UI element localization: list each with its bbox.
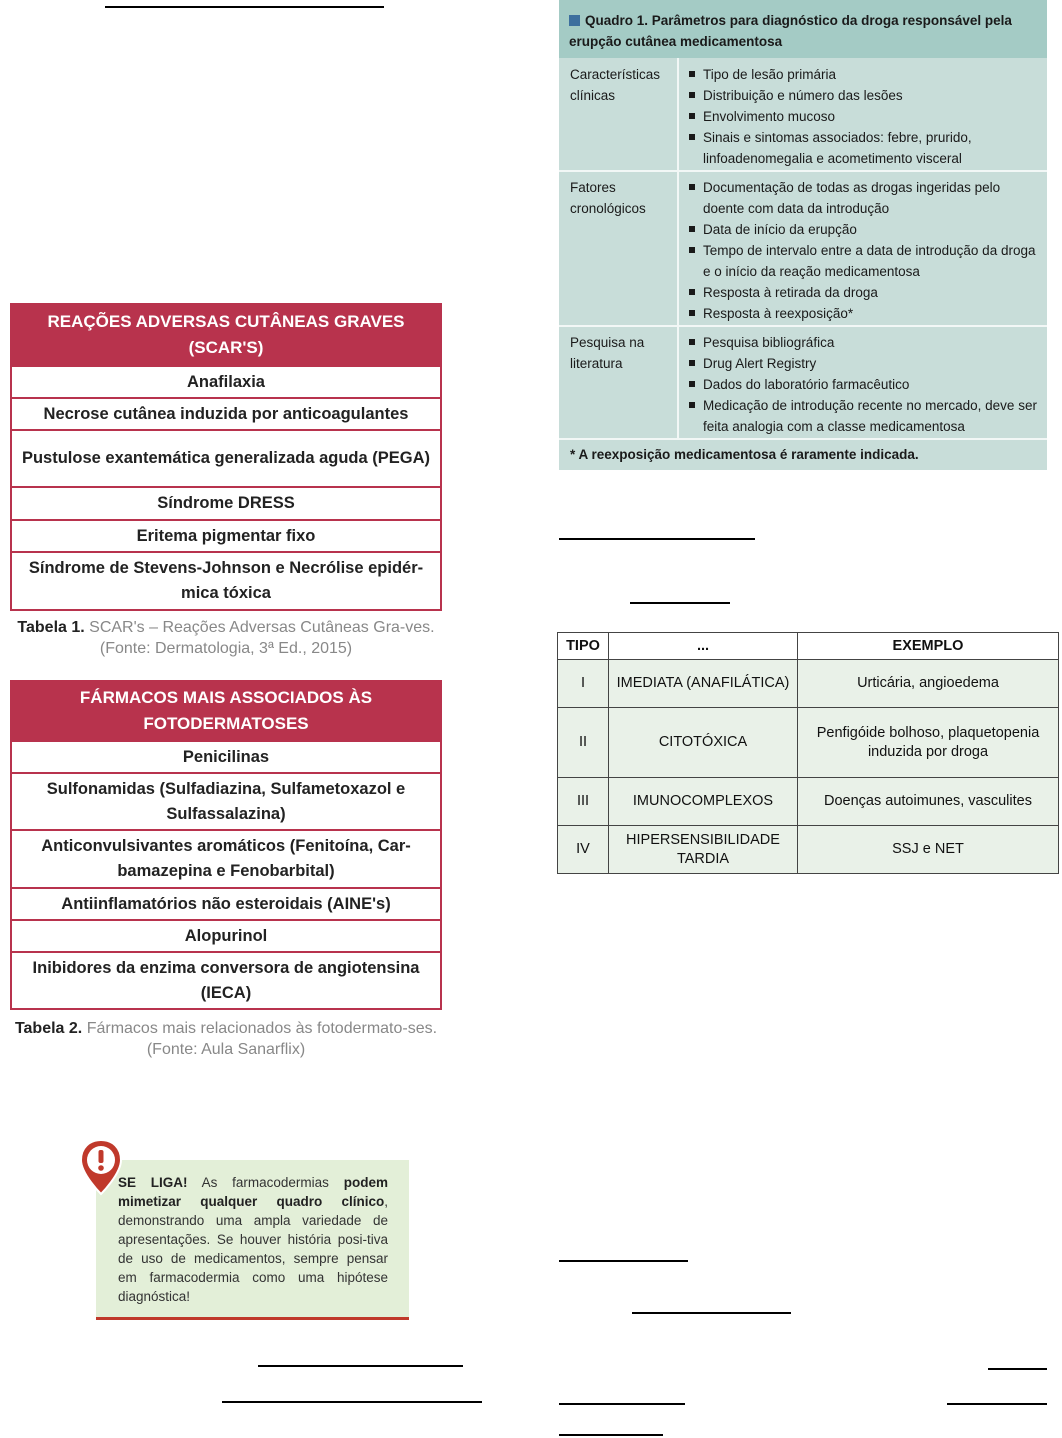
se-liga-bold: podem mimetizar qualquer quadro clínico [118, 1175, 388, 1209]
redacted-underline [630, 602, 730, 604]
table-row [558, 826, 1059, 874]
se-liga-box [96, 1160, 409, 1320]
quadro-section-label: Pesquisa na literatura [570, 335, 645, 371]
redacted-underline [559, 1260, 688, 1262]
column-divider [677, 58, 679, 438]
list-item: Documentação de todas as drogas ingeridas pelo doente com data da introdução [687, 177, 1039, 219]
quadro-title [569, 10, 1039, 52]
list-item: Pesquisa bibliográfica [687, 332, 1039, 353]
foto-table-row: Sulfonamidas (Sulfadiazina, Sulfametoxazol e Sulfassalazina) [12, 772, 440, 829]
caption-label: Tabela 2. [14, 1020, 83, 1037]
table-header-row [558, 633, 1059, 660]
table-row [558, 778, 1059, 826]
redacted-underline [988, 1368, 1047, 1370]
scar-table-row: Necrose cutânea induzida por anticoagulantes [12, 397, 440, 429]
redacted-underline [222, 1401, 482, 1403]
table-cell-mecanismo: CITOTÓXICA [609, 708, 798, 778]
list-item: Resposta à reexposição* [687, 303, 1039, 324]
quadro-section-label: Fatores cronológicos [570, 180, 646, 216]
table-cell-exemplo: Penfigóide bolhoso, plaquetopenia induzida por droga [798, 708, 1059, 778]
list-item: Distribuição e número das lesões [687, 85, 1039, 106]
se-liga-text [118, 1173, 388, 1306]
quadro-section-list [687, 332, 1039, 437]
caption-text: Fármacos mais relacionados às fotodermato-ses. (Fonte: Aula Sanarflix) [86, 1020, 438, 1058]
table-cell-mecanismo: HIPERSENSIBILIDADE TARDIA [609, 826, 798, 874]
redacted-underline [559, 1434, 663, 1436]
table-cell-exemplo: Doenças autoimunes, vasculites [798, 778, 1059, 826]
row-divider [559, 325, 1047, 327]
se-liga-label: SE LIGA! [118, 1175, 188, 1190]
foto-table [10, 680, 442, 1010]
table-cell-mecanismo: IMUNOCOMPLEXOS [609, 778, 798, 826]
quadro-footnote: * A reexposição medicamentosa é raramente indicada. [570, 447, 919, 462]
redacted-underline [632, 1312, 791, 1314]
foto-table-caption [10, 1018, 442, 1060]
table-cell-tipo: I [558, 660, 609, 708]
hypersensitivity-table [557, 632, 1059, 874]
table-cell-exemplo: Urticária, angioedema [798, 660, 1059, 708]
redacted-underline [559, 1403, 685, 1405]
scar-table-row: Anafilaxia [12, 365, 440, 397]
quadro-section-label: Características clínicas [570, 67, 661, 103]
scar-table-caption [10, 617, 442, 659]
square-bullet-icon [569, 15, 580, 26]
list-item: Dados do laboratório farmacêutico [687, 374, 1039, 395]
quadro-1 [559, 0, 1047, 470]
exclamation-pin-icon [78, 1138, 124, 1198]
table-row [558, 708, 1059, 778]
foto-table-row: Antiinflamatórios não esteroidais (AINE's) [12, 887, 440, 919]
foto-table-row: Alopurinol [12, 919, 440, 951]
caption-text: SCAR's – Reações Adversas Cutâneas Gra-ves. (Fonte: Dermatologia, 3ª Ed., 2015) [89, 619, 435, 657]
row-divider [559, 438, 1047, 440]
list-item: Tempo de intervalo entre a data de introdução da droga e o início da reação medicamentosa [687, 240, 1039, 282]
list-item: Resposta à retirada da droga [687, 282, 1039, 303]
table-row [558, 660, 1059, 708]
scar-table-row: Pustulose exantemática generalizada aguda (PEGA) [12, 429, 440, 486]
foto-table-header: FÁRMACOS MAIS ASSOCIADOS ÀS FOTODERMATOSES [12, 682, 440, 740]
scar-table [10, 303, 442, 611]
se-liga-text-1: As farmacodermias [201, 1175, 329, 1190]
list-item: Medicação de introdução recente no mercado, deve ser feita analogia com a classe medicamentosa [687, 395, 1039, 437]
foto-table-row: Penicilinas [12, 740, 440, 772]
row-divider [559, 170, 1047, 172]
quadro-title-text: Quadro 1. Parâmetros para diagnóstico da droga responsável pela erupção cutânea medicamentosa [569, 13, 1012, 49]
scar-table-header: REAÇÕES ADVERSAS CUTÂNEAS GRAVES (SCAR'S) [12, 305, 440, 365]
column-header: EXEMPLO [798, 633, 1059, 660]
caption-label: Tabela 1. [17, 619, 85, 636]
column-header: TIPO [558, 633, 609, 660]
quadro-section-list [687, 177, 1039, 324]
list-item: Envolvimento mucoso [687, 106, 1039, 127]
redacted-underline [258, 1365, 463, 1367]
redacted-underline [105, 6, 384, 8]
quadro-section-list [687, 64, 1039, 169]
redacted-underline [947, 1403, 1047, 1405]
list-item: Data de início da erupção [687, 219, 1039, 240]
column-header: ... [609, 633, 798, 660]
table-cell-mecanismo: IMEDIATA (ANAFILÁTICA) [609, 660, 798, 708]
se-liga-text-2: , demonstrando uma ampla variedade de apresentações. Se houver história posi-tiva de uso de medicamentos, sempre pensar em farmacodermia como uma hipótese diagnóstica! [118, 1194, 388, 1304]
foto-table-row: Inibidores da enzima conversora de angiotensina (IECA) [12, 951, 440, 1008]
table-cell-tipo: IV [558, 826, 609, 874]
table-cell-tipo: III [558, 778, 609, 826]
scar-table-row: Síndrome de Stevens-Johnson e Necrólise epidér-mica tóxica [12, 551, 440, 609]
list-item: Tipo de lesão primária [687, 64, 1039, 85]
table-cell-exemplo: SSJ e NET [798, 826, 1059, 874]
foto-table-row: Anticonvulsivantes aromáticos (Fenitoína, Car-bamazepina e Fenobarbital) [12, 829, 440, 887]
table-cell-tipo: II [558, 708, 609, 778]
scar-table-row: Eritema pigmentar fixo [12, 519, 440, 551]
scar-table-row: Síndrome DRESS [12, 486, 440, 519]
list-item: Drug Alert Registry [687, 353, 1039, 374]
redacted-underline [559, 538, 755, 540]
list-item: Sinais e sintomas associados: febre, prurido, linfoadenomegalia e acometimento visceral [687, 127, 1039, 169]
